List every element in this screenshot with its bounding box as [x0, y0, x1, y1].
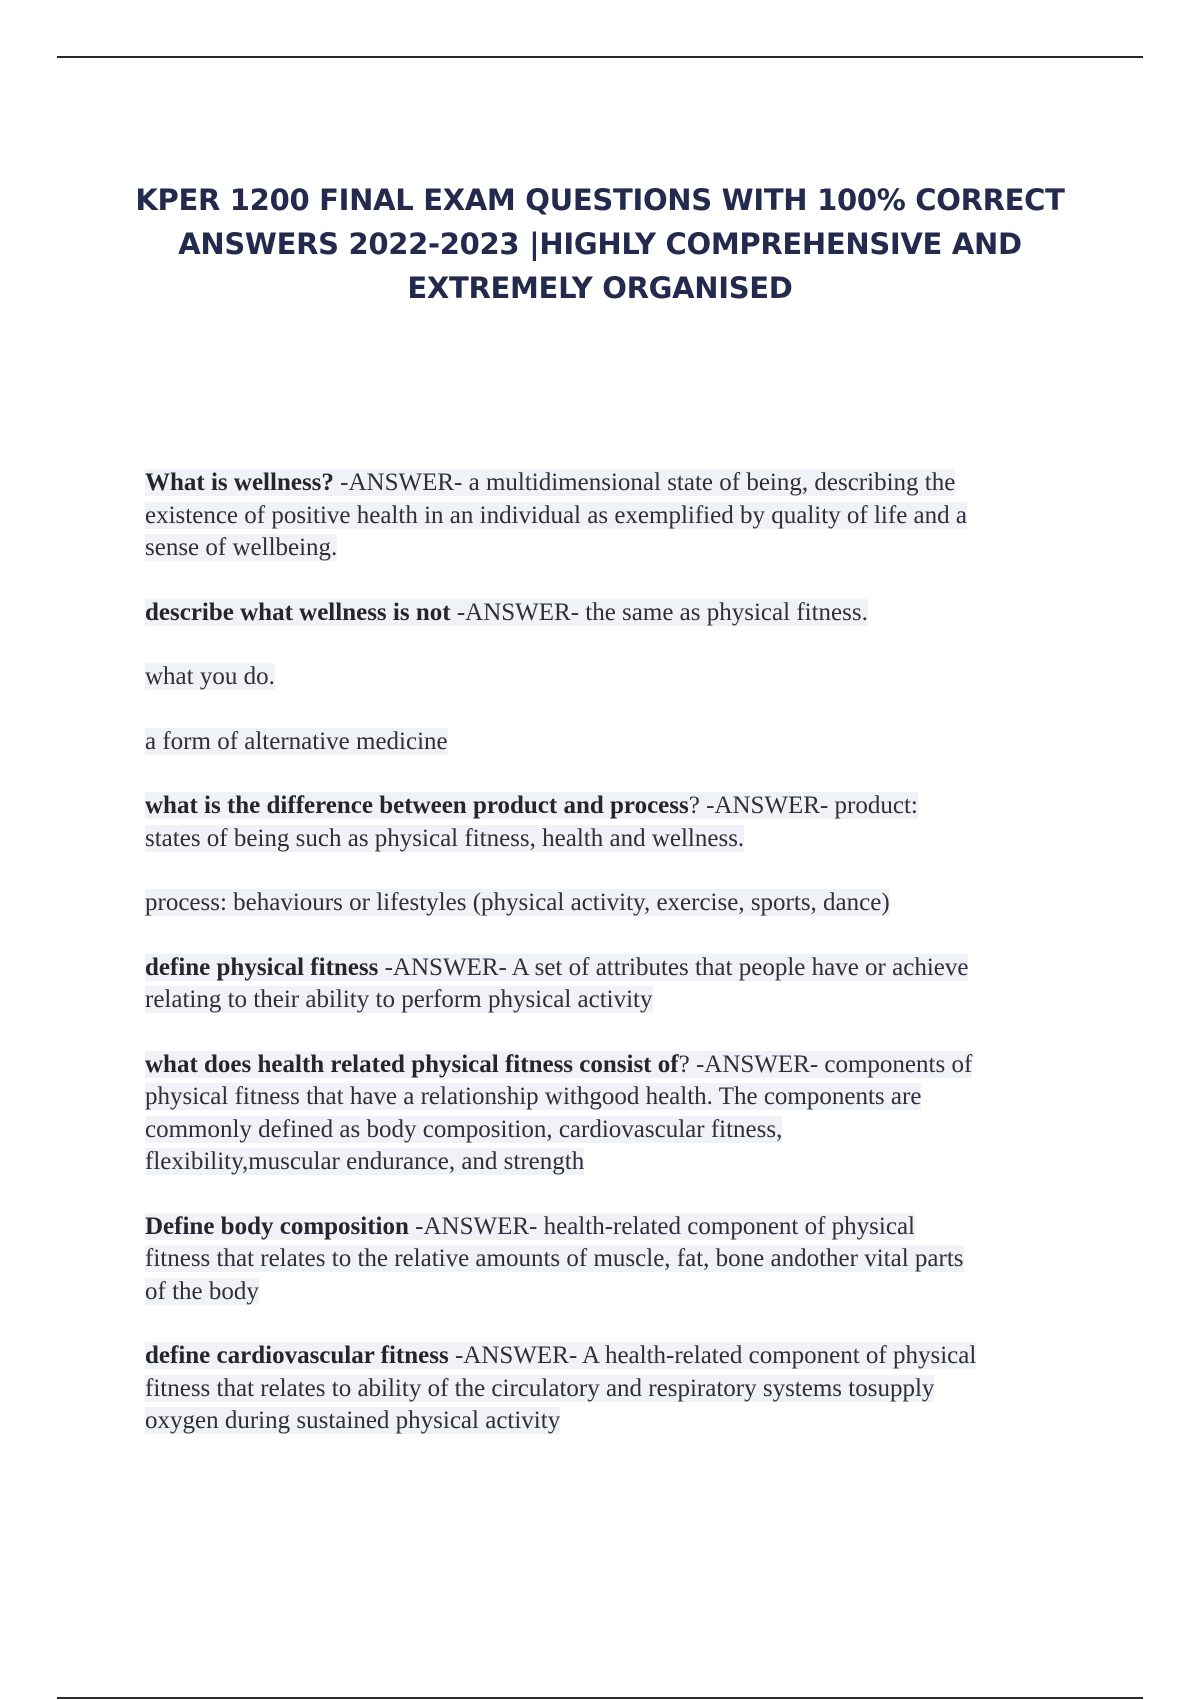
answer-text: states of being such as physical fitness, health and wellness.	[145, 824, 745, 852]
question-text: What is wellness?	[145, 469, 334, 496]
answer-text: -ANSWER- A set of attributes that people have or achieve	[378, 953, 969, 981]
line-highlight	[145, 1083, 921, 1110]
title-line: EXTREMELY ORGANISED	[407, 271, 793, 305]
paragraph-line	[145, 597, 1095, 630]
qa-paragraph	[145, 661, 1095, 694]
paragraph-line	[145, 790, 1095, 823]
paragraph-line	[145, 984, 1095, 1017]
line-highlight	[145, 469, 955, 496]
line-highlight	[145, 1375, 934, 1402]
line-highlight	[145, 986, 653, 1013]
paragraph-line	[145, 467, 1095, 500]
answer-text: existence of positive health in an individual as exemplified by quality of life and a	[145, 501, 967, 529]
paragraph-line	[145, 823, 1095, 856]
question-text: what does health related physical fitness consist of	[145, 1050, 679, 1078]
line-highlight	[145, 663, 275, 690]
line-highlight	[145, 502, 967, 529]
question-text: describe what wellness is not	[145, 598, 451, 626]
paragraph-line	[145, 1243, 1095, 1276]
qa-paragraph	[145, 790, 1095, 855]
qa-paragraph	[145, 597, 1095, 630]
answer-text: fitness that relates to the relative amounts of muscle, fat, bone andother vital parts	[145, 1245, 964, 1272]
question-text: Define body composition	[145, 1212, 409, 1240]
paragraph-line	[145, 1276, 1095, 1309]
qa-paragraph	[145, 1211, 1095, 1309]
paragraph-line	[145, 1405, 1095, 1438]
bottom-divider	[57, 1697, 1143, 1699]
line-highlight	[145, 1342, 976, 1369]
qa-paragraph	[145, 726, 1095, 759]
answer-text: fitness that relates to ability of the circulatory and respiratory systems tosupply	[145, 1374, 935, 1402]
line-highlight	[145, 1213, 915, 1240]
line-highlight	[145, 889, 890, 916]
question-text: define cardiovascular fitness	[145, 1342, 449, 1369]
paragraph-line	[145, 1373, 1095, 1406]
qa-content	[145, 467, 1095, 1470]
paragraph-line	[145, 1049, 1095, 1082]
answer-text: oxygen during sustained physical activity	[145, 1407, 561, 1434]
line-highlight	[145, 792, 918, 819]
paragraph-line	[145, 887, 1095, 920]
paragraph-line	[145, 532, 1095, 565]
answer-text: sense of wellbeing.	[145, 534, 338, 561]
qa-paragraph	[145, 887, 1095, 920]
answer-text: commonly defined as body composition, cardiovascular fitness,	[145, 1115, 783, 1143]
line-highlight	[145, 954, 968, 981]
answer-text: process: behaviours or lifestyles (physical activity, exercise, sports, dance)	[145, 889, 890, 916]
paragraph-line	[145, 1081, 1095, 1114]
paragraph-line	[145, 1340, 1095, 1373]
line-highlight	[145, 1051, 972, 1078]
answer-text: flexibility,muscular endurance, and strength	[145, 1148, 585, 1175]
qa-paragraph	[145, 1340, 1095, 1438]
paragraph-line	[145, 726, 1095, 759]
paragraph-line	[145, 1114, 1095, 1147]
answer-text: -ANSWER- A health-related component of physical	[448, 1342, 977, 1369]
question-text: define physical fitness	[145, 953, 379, 981]
document-title	[100, 178, 1100, 310]
top-divider	[57, 56, 1143, 58]
answer-text: relating to their ability to perform physical activity	[145, 986, 653, 1013]
qa-paragraph	[145, 952, 1095, 1017]
line-highlight	[145, 728, 448, 755]
line-highlight	[145, 825, 744, 852]
line-highlight	[145, 599, 868, 626]
line-highlight	[145, 1116, 782, 1143]
question-text: what is the difference between product and process	[145, 792, 689, 819]
line-highlight	[145, 534, 337, 561]
title-line: ANSWERS 2022-2023 |HIGHLY COMPREHENSIVE AND	[178, 227, 1022, 261]
answer-text: -ANSWER- a multidimensional state of being, describing the	[333, 469, 956, 496]
answer-text: ? -ANSWER- components of	[678, 1050, 973, 1078]
answer-text: -ANSWER- health-related component of physical	[408, 1212, 915, 1240]
paragraph-line	[145, 500, 1095, 533]
answer-text: a form of alternative medicine	[145, 727, 448, 755]
answer-text: ? -ANSWER- product:	[688, 792, 918, 819]
answer-text: of the body	[145, 1277, 259, 1305]
line-highlight	[145, 1278, 259, 1305]
paragraph-line	[145, 1146, 1095, 1179]
title-line: KPER 1200 FINAL EXAM QUESTIONS WITH 100% CORRECT	[135, 183, 1065, 217]
answer-text: what you do.	[145, 663, 275, 690]
answer-text: -ANSWER- the same as physical fitness.	[450, 598, 868, 626]
line-highlight	[145, 1245, 964, 1272]
paragraph-line	[145, 661, 1095, 694]
qa-paragraph	[145, 467, 1095, 565]
line-highlight	[145, 1407, 560, 1434]
qa-paragraph	[145, 1049, 1095, 1179]
answer-text: physical fitness that have a relationship withgood health. The components are	[145, 1083, 922, 1110]
paragraph-line	[145, 1211, 1095, 1244]
line-highlight	[145, 1148, 584, 1175]
paragraph-line	[145, 952, 1095, 985]
